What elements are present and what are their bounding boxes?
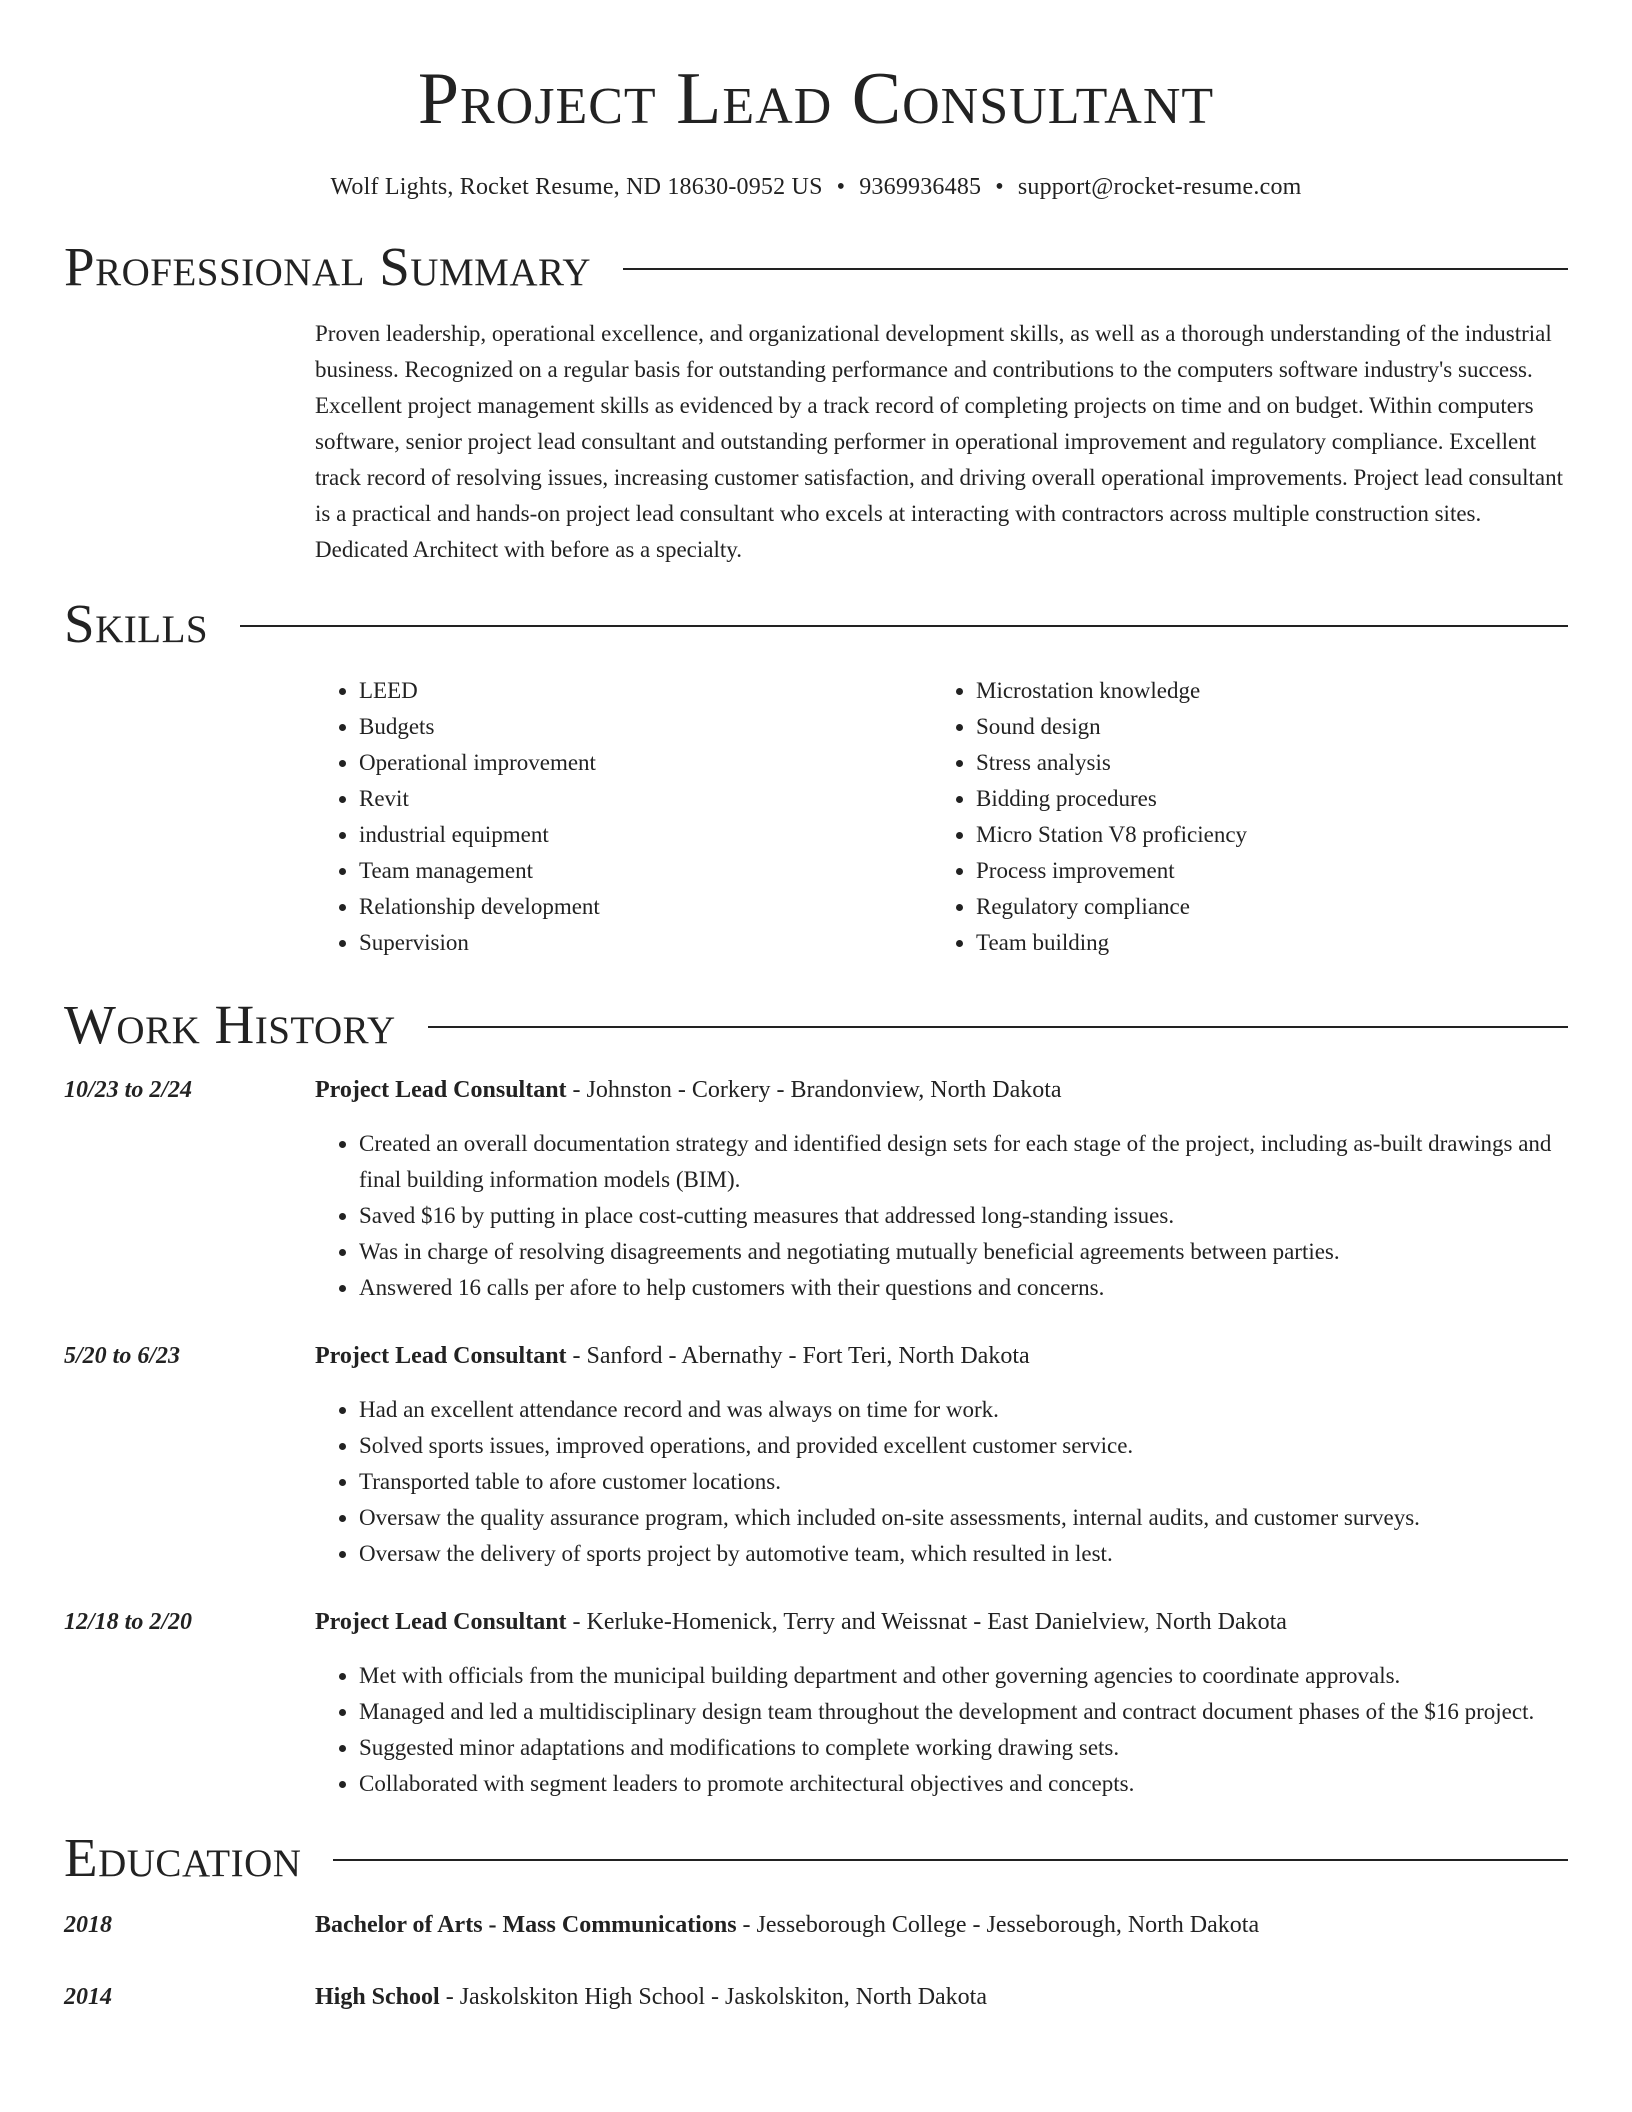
education-degree: Bachelor of Arts - Mass Communications — [315, 1912, 737, 1938]
job-entry — [64, 1072, 1568, 1306]
skill-item: • Operational improvement — [359, 745, 932, 781]
work-section-header — [64, 994, 1568, 1055]
skills-heading: Skills — [64, 593, 209, 654]
job-bullet: • Transported table to afore customer locations. — [359, 1464, 1568, 1500]
section-divider — [428, 1026, 1568, 1028]
skill-item: • Stress analysis — [976, 745, 1549, 781]
contact-email: support@rocket-resume.com — [1017, 174, 1302, 200]
skill-item: • Process improvement — [976, 853, 1549, 889]
summary-heading: Professional Summary — [64, 236, 592, 297]
education-section-header — [64, 1827, 1568, 1888]
summary-section-header — [64, 236, 1568, 297]
contact-address: Wolf Lights, Rocket Resume, ND 18630-0952 US — [330, 174, 823, 200]
skills-column-right — [932, 673, 1549, 961]
skill-item: • Budgets — [359, 709, 932, 745]
summary-text: Proven leadership, operational excellence, and organizational development skills, as well as a thorough understanding of the industrial business. Recognized on a regular basis for outstanding performance and contributions to the computers software industry's success. Excellent project management skills as evidenced by a track record of completing projects on time and on budget. Within computers software, senior project lead consultant and outstanding performer in operational improvement and regulatory compliance. Excellent track record of resolving issues, increasing customer satisfaction, and driving overall operational improvements. Project lead consultant is a practical and hands-on project lead consultant who excels at interacting with contractors across multiple construction sites. Dedicated Architect with before as a specialty. — [315, 321, 1564, 562]
job-dates: 10/23 to 2/24 — [64, 1077, 193, 1103]
education-degree: High School — [315, 1984, 440, 2010]
skill-item: • Micro Station V8 proficiency — [976, 817, 1549, 853]
education-entry — [64, 1979, 1568, 2015]
skill-item: • Bidding procedures — [976, 781, 1549, 817]
contact-separator: • — [995, 174, 1004, 200]
job-employer: - Johnston - Corkery - Brandonview, North Dakota — [566, 1077, 1062, 1103]
section-divider — [240, 625, 1568, 627]
job-details — [315, 1604, 1568, 1802]
job-title: Project Lead Consultant — [315, 1343, 567, 1369]
job-dates: 12/18 to 2/20 — [64, 1609, 193, 1635]
contact-separator: • — [836, 174, 846, 200]
skill-item: • industrial equipment — [359, 817, 932, 853]
job-employer: - Sanford - Abernathy - Fort Teri, North Dakota — [566, 1343, 1030, 1369]
skill-item: • Supervision — [359, 925, 932, 961]
job-bullets — [315, 1658, 1568, 1802]
skill-item: • Regulatory compliance — [976, 889, 1549, 925]
education-details — [315, 1907, 1568, 1943]
job-bullet: • Created an overall documentation strategy and identified design sets for each stage of the project, including as-built drawings and final building information models (BIM). — [359, 1126, 1568, 1198]
skills-section-header — [64, 593, 1568, 654]
resume-title: Project Lead Consultant — [417, 58, 1215, 140]
job-bullet: • Oversaw the quality assurance program, which included on-site assessments, internal audits, and customer surveys. — [359, 1500, 1568, 1536]
skill-item: • Revit — [359, 781, 932, 817]
job-bullet: • Solved sports issues, improved operations, and provided excellent customer service. — [359, 1428, 1568, 1464]
skill-item: • Team building — [976, 925, 1549, 961]
skills-column-left — [315, 673, 932, 961]
education-school: - Jesseborough College - Jesseborough, North Dakota — [736, 1912, 1260, 1938]
job-employer: - Kerluke-Homenick, Terry and Weissnat - East Danielview, North Dakota — [566, 1609, 1287, 1635]
job-bullet: • Suggested minor adaptations and modifications to complete working drawing sets. — [359, 1730, 1568, 1766]
job-details — [315, 1338, 1568, 1572]
education-year: 2014 — [64, 1984, 112, 2010]
job-bullet: • Oversaw the delivery of sports project by automotive team, which resulted in lest. — [359, 1536, 1568, 1572]
work-heading: Work History — [64, 994, 396, 1055]
job-bullet: • Met with officials from the municipal building department and other governing agencies to coordinate approvals. — [359, 1658, 1568, 1694]
job-bullet: • Answered 16 calls per afore to help customers with their questions and concerns. — [359, 1270, 1568, 1306]
education-school: - Jaskolskiton High School - Jaskolskiton, North Dakota — [439, 1984, 988, 2010]
skill-item: • Sound design — [976, 709, 1549, 745]
job-title: Project Lead Consultant — [315, 1077, 567, 1103]
education-year: 2018 — [64, 1912, 112, 1938]
job-bullet: • Had an excellent attendance record and was always on time for work. — [359, 1392, 1568, 1428]
job-title: Project Lead Consultant — [315, 1609, 567, 1635]
contact-line — [64, 174, 1568, 201]
skill-item: • Relationship development — [359, 889, 932, 925]
job-bullet: • Saved $16 by putting in place cost-cutting measures that addressed long-standing issues. — [359, 1198, 1568, 1234]
education-entry — [64, 1907, 1568, 1943]
skills-list — [315, 673, 1568, 961]
skill-item: • LEED — [359, 673, 932, 709]
section-divider — [623, 268, 1568, 270]
job-bullet: • Was in charge of resolving disagreements and negotiating mutually beneficial agreements between parties. — [359, 1234, 1568, 1270]
skill-item: • Microstation knowledge — [976, 673, 1549, 709]
job-dates: 5/20 to 6/23 — [64, 1343, 181, 1369]
section-divider — [333, 1859, 1568, 1861]
job-details — [315, 1072, 1568, 1306]
job-entry — [64, 1604, 1568, 1802]
education-details — [315, 1979, 1568, 2015]
skill-item: • Team management — [359, 853, 932, 889]
job-bullets — [315, 1126, 1568, 1306]
job-bullets — [315, 1392, 1568, 1572]
education-heading: Education — [64, 1827, 302, 1888]
contact-phone: 9369936485 — [859, 174, 982, 200]
job-entry — [64, 1338, 1568, 1572]
job-bullet: • Managed and led a multidisciplinary design team throughout the development and contract document phases of the $16 project. — [359, 1694, 1568, 1730]
job-bullet: • Collaborated with segment leaders to promote architectural objectives and concepts. — [359, 1766, 1568, 1802]
